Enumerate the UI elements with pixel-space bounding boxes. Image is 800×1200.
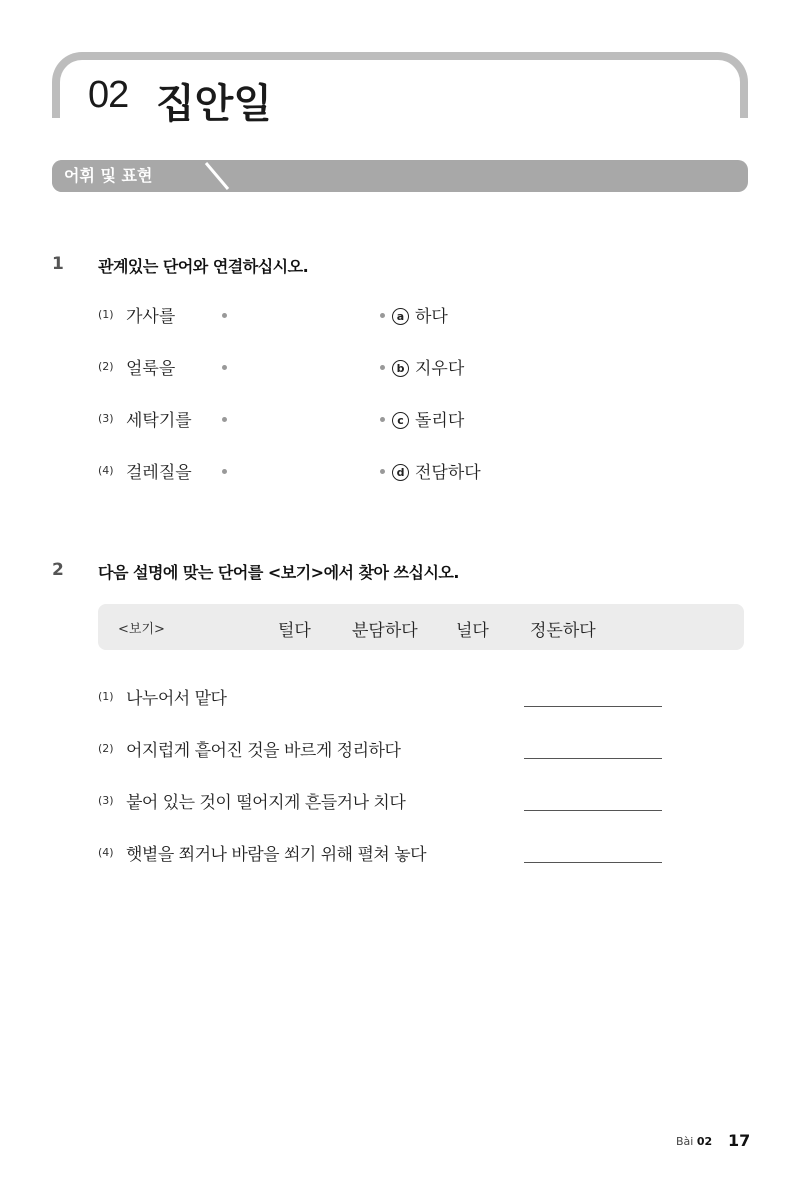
circled-letter-icon: c: [392, 412, 409, 429]
match-word: 걸레질을: [126, 463, 192, 483]
item-index: (3): [98, 412, 114, 425]
answer-blank[interactable]: [524, 706, 662, 707]
answer-blank[interactable]: [524, 862, 662, 863]
definition-text: 어지럽게 흩어진 것을 바르게 정리하다: [126, 741, 401, 761]
option-text: 돌리다: [415, 411, 465, 431]
match-word: 얼룩을: [126, 359, 176, 379]
left-connector-dot[interactable]: [222, 417, 227, 422]
match-row-3: [0, 406, 800, 434]
example-word: 털다: [278, 621, 311, 641]
match-row-2: [0, 354, 800, 382]
question-1-instruction: 관계있는 단어와 연결하십시오.: [98, 257, 309, 276]
item-index: (2): [98, 742, 114, 755]
example-word: 널다: [456, 621, 489, 641]
right-connector-dot[interactable]: [380, 417, 385, 422]
section-label: 어휘 및 표현: [52, 160, 172, 192]
example-word: 분담하다: [352, 621, 418, 641]
circled-letter-icon: d: [392, 464, 409, 481]
definition-row-4: [0, 840, 800, 868]
lesson-number: 02: [88, 74, 129, 116]
left-connector-dot[interactable]: [222, 313, 227, 318]
match-option: [392, 406, 464, 431]
footer-lesson-prefix: Bài: [676, 1135, 694, 1148]
item-index: (4): [98, 846, 114, 859]
left-connector-dot[interactable]: [222, 469, 227, 474]
left-connector-dot[interactable]: [222, 365, 227, 370]
right-connector-dot[interactable]: [380, 313, 385, 318]
option-text: 지우다: [415, 359, 465, 379]
item-index: (1): [98, 690, 114, 703]
example-box: [98, 604, 744, 650]
question-1-number: 1: [52, 254, 64, 274]
example-word: 정돈하다: [530, 621, 596, 641]
lesson-title: 집안일: [156, 81, 272, 127]
section-divider-icon: [202, 160, 242, 192]
definition-text: 햇볕을 쬐거나 바람을 쐬기 위해 펼쳐 놓다: [126, 845, 427, 865]
definition-row-1: [0, 684, 800, 712]
definition-text: 나누어서 맡다: [126, 689, 227, 709]
match-row-1: [0, 302, 800, 330]
item-index: (4): [98, 464, 114, 477]
circled-letter-icon: a: [392, 308, 409, 325]
answer-blank[interactable]: [524, 810, 662, 811]
footer-lesson-number: 02: [696, 1135, 713, 1148]
definition-row-3: [0, 788, 800, 816]
match-word: 가사를: [126, 307, 176, 327]
circled-letter-icon: b: [392, 360, 409, 377]
match-row-4: [0, 458, 800, 486]
match-option: [392, 458, 481, 483]
item-index: (2): [98, 360, 114, 373]
example-box-label: <보기>: [118, 622, 165, 637]
match-word: 세탁기를: [126, 411, 192, 431]
match-option: [392, 354, 464, 379]
right-connector-dot[interactable]: [380, 365, 385, 370]
question-2-number: 2: [52, 560, 64, 580]
definition-text: 붙어 있는 것이 떨어지게 흔들거나 치다: [126, 793, 406, 813]
item-index: (1): [98, 308, 114, 321]
item-index: (3): [98, 794, 114, 807]
definition-row-2: [0, 736, 800, 764]
right-connector-dot[interactable]: [380, 469, 385, 474]
answer-blank[interactable]: [524, 758, 662, 759]
footer-lesson: [676, 1135, 712, 1148]
section-bar: [52, 160, 748, 192]
option-text: 전담하다: [415, 463, 481, 483]
match-option: [392, 302, 448, 327]
question-2-instruction: 다음 설명에 맞는 단어를 <보기>에서 찾아 쓰십시오.: [98, 563, 459, 582]
option-text: 하다: [415, 307, 448, 327]
page-number: 17: [728, 1131, 751, 1150]
